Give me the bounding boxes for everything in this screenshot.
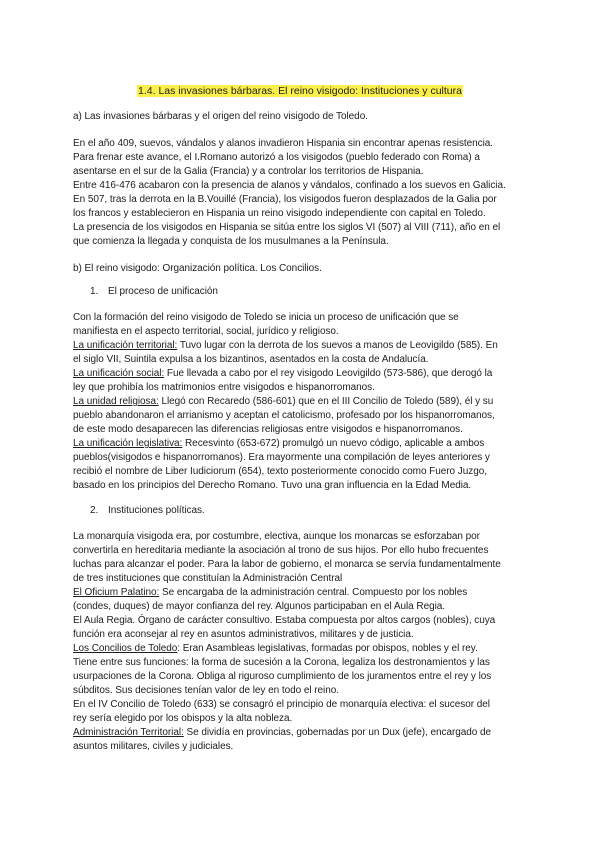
paragraph-line: (condes, duques) de mayor confianza del rey. Algunos participaban en el Aula Regia. bbox=[73, 601, 446, 612]
paragraph-line: rey sería elegido por los obispos y la alta nobleza. bbox=[73, 713, 293, 724]
underlined-term: La unificación social: bbox=[73, 368, 165, 379]
paragraph-line: El Aula Regia. Órgano de carácter consultivo. Estaba compuesta por altos cargos (nobles), cuya bbox=[73, 615, 496, 626]
paragraph-line: asuntos militares, civiles y judiciales. bbox=[73, 741, 234, 752]
paragraph-line: La presencia de los visigodos en Hispania se sitúa entre los siglos VI (507) al VIII (711), año en el bbox=[73, 222, 501, 233]
paragraph-line bbox=[73, 339, 498, 353]
paragraph-line bbox=[73, 395, 493, 409]
underlined-term: Administración Territorial: bbox=[73, 727, 184, 738]
paragraph-text: Recesvinto (653-672) promulgó un nuevo código, aplicable a ambos bbox=[182, 438, 485, 449]
subsection-number: 2. bbox=[90, 505, 99, 516]
paragraph-line: el siglo VII, Suintila expulsa a los bizantinos, asentados en la costa de Andalucía. bbox=[73, 354, 429, 365]
paragraph-line: Tiene entre sus funciones: la forma de sucesión a la Corona, legaliza los destronamientos y las bbox=[73, 657, 490, 668]
paragraph-line bbox=[73, 437, 484, 451]
paragraph-line: Para frenar este avance, el I.Romano autorizó a los visigodos (pueblo federado con Roma) a bbox=[73, 152, 480, 163]
paragraph-line: basado en los principios del Derecho Romano. Tuvo una gran influencia en la Edad Media. bbox=[73, 480, 472, 491]
paragraph-line bbox=[73, 642, 478, 656]
subsection-title: El proceso de unificación bbox=[108, 286, 218, 297]
paragraph-line: En el año 409, suevos, vándalos y alanos invadieron Hispania sin encontrar apenas resistencia. bbox=[73, 138, 494, 149]
underlined-term: La unificación territorial: bbox=[73, 340, 178, 351]
paragraph-line: Con la formación del reino visigodo de Toledo se inicia un proceso de unificación que se bbox=[73, 312, 459, 323]
paragraph-line: En el IV Concilio de Toledo (633) se consagró el principio de monarquía electiva: el sucesor del bbox=[73, 699, 490, 710]
paragraph-text: : Eran Asambleas legislativas, formadas por obispos, nobles y el rey. bbox=[177, 643, 478, 654]
paragraph-line bbox=[73, 586, 467, 600]
paragraph-line: La monarquía visigoda era, por costumbre, electiva, aunque los monarcas se esforzaban por bbox=[73, 531, 480, 542]
paragraph-line: luchas para alcanzar el poder. Para la labor de gobierno, el monarca se servía fundamentalmente bbox=[73, 559, 501, 570]
underlined-term: La unificación legislativa: bbox=[73, 438, 183, 449]
paragraph-text: Fue llevada a cabo por el rey visigodo Leovigildo (573-586), que derogó la bbox=[164, 368, 493, 379]
paragraph-text: Llegó con Recaredo (586-601) que en el III Concilio de Toledo (589), él y su bbox=[158, 396, 494, 407]
paragraph-line bbox=[73, 726, 491, 740]
paragraph-text: Se dividía en provincias, gobernadas por un Dux (jefe), encargado de bbox=[183, 727, 492, 738]
paragraph-line: Entre 416-476 acabaron con la presencia de alanos y vándalos, confinado a los suevos en Galicia. bbox=[73, 180, 506, 191]
paragraph-line: función era aconsejar al rey en asuntos administrativos, militares y de justicia. bbox=[73, 629, 414, 640]
subsection-title: Instituciones políticas. bbox=[108, 505, 205, 516]
paragraph-line: de tres instituciones que constituían la Administración Central bbox=[73, 573, 343, 584]
section-b-heading: b) El reino visigodo: Organización política. Los Concilios. bbox=[73, 263, 322, 274]
underlined-term: El Oficium Palatino: bbox=[73, 587, 160, 598]
subsection-number: 1. bbox=[90, 286, 99, 297]
paragraph-line: pueblo abandonaron el arrianismo y aceptan el catolicismo, profesado por los hispanorromanos, bbox=[73, 410, 495, 421]
paragraph-line: asentarse en el sur de la Galia (Francia) y a controlar los territorios de Hispania. bbox=[73, 166, 424, 177]
section-a-heading: a) Las invasiones bárbaras y el origen del reino visigodo de Toledo. bbox=[73, 111, 368, 122]
paragraph-line: de este modo desaparecen las diferencias religiosas entre visigodos e hispanorromanos. bbox=[73, 424, 463, 435]
underlined-term: La unidad religiosa: bbox=[73, 396, 159, 407]
paragraph-line: manifiesta en el aspecto territorial, social, jurídico y religioso. bbox=[73, 326, 339, 337]
paragraph-line: súbditos. Sus decisiones tenían valor de ley en todo el reino. bbox=[73, 685, 339, 696]
paragraph-text: Se encargaba de la administración central. Compuesto por los nobles bbox=[159, 587, 468, 598]
highlighted-title: 1.4. Las invasiones bárbaras. El reino visigodo: Instituciones y cultura bbox=[138, 85, 462, 97]
paragraph-line: pueblos(visigodos e hispanorromanos). Era mayormente una compilación de leyes anteriores y bbox=[73, 452, 490, 463]
paragraph-line: los francos y establecieron en Hispania un reino visigodo independiente con capital en Toledo. bbox=[73, 208, 486, 219]
document-title bbox=[0, 84, 600, 98]
paragraph-line: usurpaciones de la Corona. Obliga al riguroso cumplimiento de los juramentos entre el rey y los bbox=[73, 671, 492, 682]
paragraph-line: convertirla en hereditaria mediante la asociación al trono de sus hijos. Por ello hubo frecuentes bbox=[73, 545, 489, 556]
paragraph-line: que comienza la llegada y conquista de los musulmanes a la Península. bbox=[73, 236, 389, 247]
paragraph-text: Tuvo lugar con la derrota de los suevos a manos de Leovigildo (585). En bbox=[177, 340, 498, 351]
paragraph-line: recibió el nombre de Liber Iudiciorum (654), texto posteriormente conocido como Fuero Juzgo, bbox=[73, 466, 487, 477]
underlined-term: Los Concilios de Toledo bbox=[73, 643, 178, 654]
paragraph-line: En 507, tras la derrota en la B.Vouillé (Francia), los visigodos fueron desplazados de la Galia por bbox=[73, 194, 497, 205]
paragraph-line: ley que prohibía los matrimonios entre visigodos e hispanorromanos. bbox=[73, 382, 375, 393]
paragraph-line bbox=[73, 367, 492, 381]
